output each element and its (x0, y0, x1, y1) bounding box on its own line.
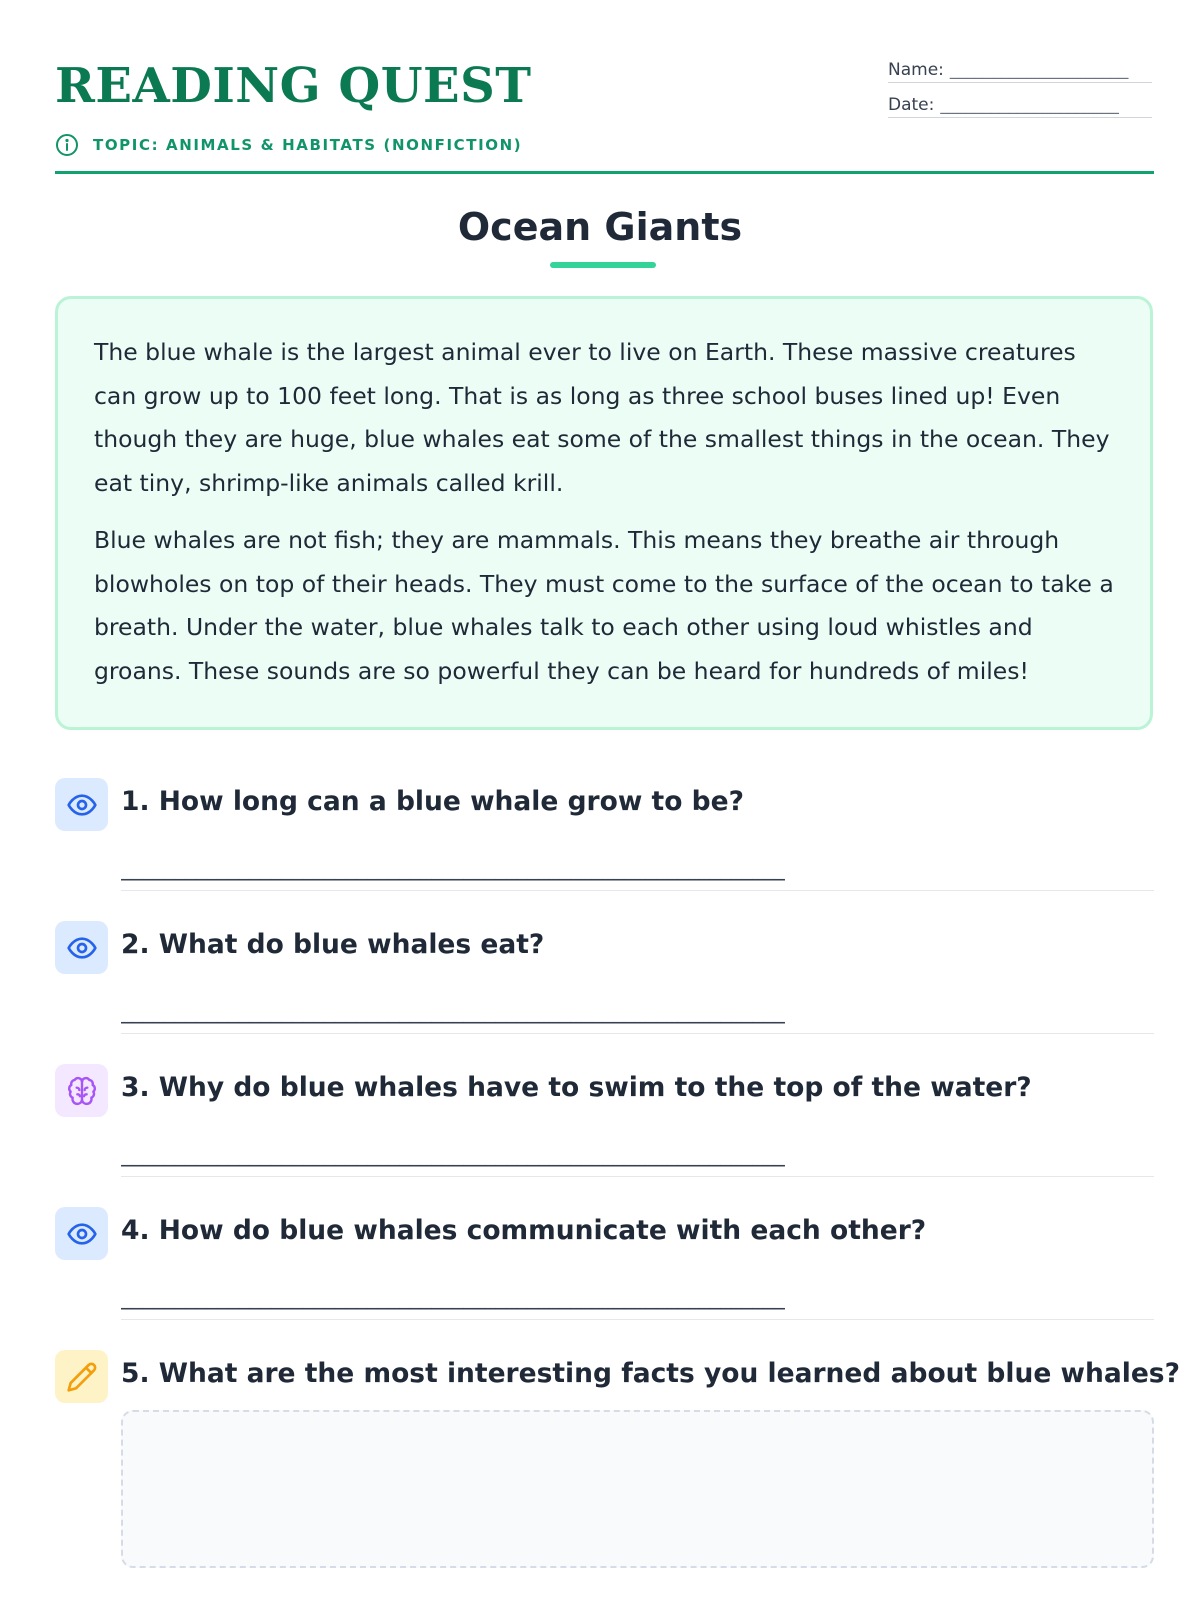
question-divider (121, 890, 1154, 891)
eye-icon (55, 921, 108, 974)
question-text: 4. How do blue whales communicate with each other? (121, 1215, 927, 1246)
info-icon (55, 133, 79, 157)
date-label: Date: (888, 95, 935, 115)
answer-line[interactable]: ______________________________________________________________ (121, 856, 785, 881)
student-info (888, 52, 1152, 122)
topic-line (55, 133, 522, 157)
brain-icon (55, 1064, 108, 1117)
name-label: Name: (888, 60, 944, 80)
eye-icon (55, 1207, 108, 1260)
answer-line[interactable]: ______________________________________________________________ (121, 1285, 785, 1310)
date-field[interactable] (888, 87, 1152, 118)
passage-paragraph: Blue whales are not fish; they are mammals. This means they breathe air through blowholes on top of their heads. They must come to the surface of the ocean to take a breath. Under the water, blue whales talk to each other using loud whistles and groans. These sounds are so powerful they can be heard for hundreds of miles! (94, 526, 1114, 685)
question-divider (121, 1319, 1154, 1320)
question-text: 3. Why do blue whales have to swim to the top of the water? (121, 1072, 1032, 1103)
question-text: 2. What do blue whales eat? (121, 929, 545, 960)
name-blank: _____________________ (949, 60, 1129, 80)
question-text: 5. What are the most interesting facts you learned about blue whales? (121, 1358, 1180, 1389)
title-underline (550, 262, 656, 268)
question-text: 1. How long can a blue whale grow to be? (121, 786, 744, 817)
passage-paragraph: The blue whale is the largest animal ever to live on Earth. These massive creatures can grow up to 100 feet long. That is as long as three school buses lined up! Even though they are huge, blue whales eat some of the smallest things in the ocean. They eat tiny, shrimp-like animals called krill. (94, 338, 1110, 497)
eye-icon (55, 778, 108, 831)
brand-title: READING QUEST (55, 58, 532, 114)
date-blank: _____________________ (940, 95, 1119, 115)
header-divider (55, 171, 1154, 174)
pencil-icon (55, 1350, 108, 1403)
answer-box[interactable] (121, 1410, 1154, 1568)
answer-line[interactable]: ______________________________________________________________ (121, 999, 785, 1024)
question-divider (121, 1033, 1154, 1034)
name-field[interactable] (888, 52, 1152, 83)
topic-label: TOPIC: ANIMALS & HABITATS (NONFICTION) (93, 136, 523, 154)
answer-line[interactable]: ______________________________________________________________ (121, 1142, 785, 1167)
reading-passage (55, 296, 1153, 730)
question-divider (121, 1176, 1154, 1177)
passage-title: Ocean Giants (457, 205, 743, 249)
